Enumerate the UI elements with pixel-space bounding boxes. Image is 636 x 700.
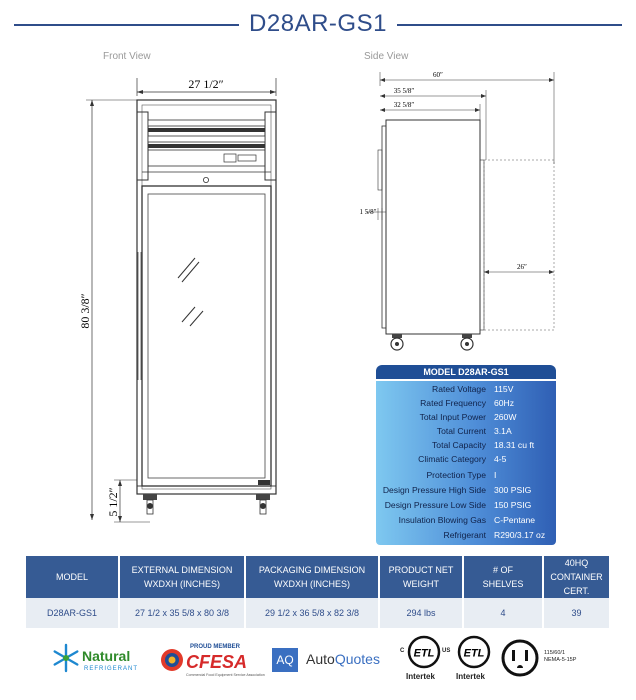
table-header-cell: 40HQ CONTAINER CERT. <box>543 556 609 598</box>
spec-row: Total Input Power 260W <box>419 412 517 422</box>
product-info-table <box>26 556 609 628</box>
table-cell: 294 lbs <box>379 598 463 628</box>
spec-row: Climatic Category 4-5 <box>418 454 507 464</box>
side-door-label: 1 5/8″ <box>359 208 377 216</box>
table-header-cell: # OF SHELVES <box>463 556 543 598</box>
table-cell: 39 <box>543 598 609 628</box>
spec-row: Design Pressure Low Side 150 PSIG <box>384 500 532 510</box>
table-header-cell: PACKAGING DIMENSION WXDXH (INCHES) <box>245 556 379 598</box>
side-depth1-label: 35 5/8″ <box>393 87 415 95</box>
page-title: D28AR-GS1 <box>0 10 636 38</box>
svg-text:ETL: ETL <box>413 647 435 660</box>
intertek-label: Intertek <box>456 672 485 681</box>
plug-rating-text: 115/60/1 <box>544 650 566 656</box>
table-header-cell: EXTERNAL DIMENSION WXDXH (INCHES) <box>119 556 245 598</box>
logo-strip <box>50 636 590 686</box>
spec-row: Total Capacity 18.31 cu ft <box>432 440 535 450</box>
aq-badge-icon: AQ <box>272 648 298 672</box>
front-width-label: 27 1/2″ <box>188 77 224 91</box>
table-cell: 29 1/2 x 36 5/8 x 82 3/8 <box>245 598 379 628</box>
front-view-label: Front View <box>103 51 151 62</box>
spec-body <box>376 381 556 545</box>
intertek-label: Intertek <box>406 672 435 681</box>
side-total-label: 60″ <box>433 71 443 79</box>
table-header-cell: MODEL <box>26 556 119 598</box>
autoquotes-logo <box>272 648 392 674</box>
cfesa-emblem-icon <box>160 648 184 672</box>
spec-row: Rated Voltage 115V <box>432 384 514 394</box>
natural-refrigerant-logo <box>50 642 150 682</box>
spec-header: MODEL D28AR-GS1 <box>376 365 556 379</box>
svg-text:ETL: ETL <box>463 647 485 660</box>
etl-c-mark: C <box>400 648 405 654</box>
table-cell: 4 <box>463 598 543 628</box>
table-row <box>26 598 609 628</box>
spec-row: Refrigerant R290/3.17 oz <box>443 530 546 540</box>
spec-row: Rated Frequency 60Hz <box>420 398 515 408</box>
table-header-row <box>26 556 609 598</box>
table-cell: 27 1/2 x 35 5/8 x 80 3/8 <box>119 598 245 628</box>
side-depth2-label: 32 5/8″ <box>393 101 415 109</box>
spec-row: Design Pressure High Side 300 PSIG <box>382 485 532 495</box>
front-height-label: 80 3/8″ <box>78 293 92 329</box>
cfesa-subtitle: Commercial Food Equipment Service Association <box>186 673 265 677</box>
spec-row: Total Current 3.1A <box>436 426 512 436</box>
table-cell: D28AR-GS1 <box>26 598 119 628</box>
cfesa-wordmark: CFESA <box>186 652 248 672</box>
cfesa-proud-member-text: PROUD MEMBER <box>190 644 241 650</box>
natural-logo-text: Natural <box>82 648 131 664</box>
nema-plug-logo <box>500 638 590 682</box>
autoquotes-wordmark: AutoQuotes <box>306 651 380 667</box>
title-bar <box>0 10 636 40</box>
table-header-cell: PRODUCT NET WEIGHT <box>379 556 463 598</box>
side-view-drawing <box>352 64 582 360</box>
front-view-drawing <box>70 70 300 530</box>
side-swing-label: 26″ <box>517 263 527 271</box>
etl-us-mark: US <box>442 648 451 654</box>
plug-outlet-icon <box>500 638 540 678</box>
spec-card <box>376 365 556 545</box>
etl-mark-icon <box>406 634 442 670</box>
etl-listed-logo <box>400 634 451 686</box>
plug-nema-text: NEMA-5-15P <box>544 657 577 663</box>
snowflake-icon <box>50 642 82 674</box>
side-view-label: Side View <box>364 51 409 62</box>
spec-row: Protection Type I <box>426 470 497 480</box>
refrigerant-logo-text: REFRIGERANT <box>84 666 139 672</box>
spec-row: Insulation Blowing Gas C-Pentane <box>398 515 536 525</box>
cfesa-logo <box>160 642 264 682</box>
etl-mark-icon <box>456 634 492 670</box>
etl-sanitation-logo <box>452 634 496 686</box>
front-leg-label: 5 1/2″ <box>106 487 120 517</box>
